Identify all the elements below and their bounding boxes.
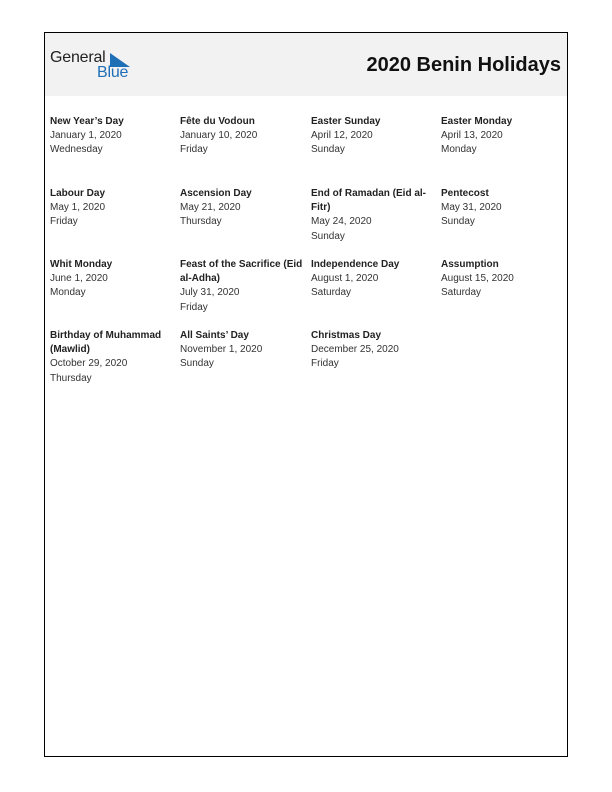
holiday-item bbox=[50, 258, 174, 301]
holiday-weekday: Monday bbox=[441, 144, 477, 156]
holiday-date: May 1, 2020 bbox=[50, 202, 106, 214]
holiday-weekday: Sunday bbox=[311, 230, 345, 242]
holiday-name: Assumption bbox=[441, 259, 499, 270]
holiday-date: July 31, 2020 bbox=[180, 287, 240, 299]
holiday-date: January 10, 2020 bbox=[180, 130, 258, 142]
holiday-weekday: Friday bbox=[180, 144, 208, 156]
holiday-name: Whit Monday bbox=[50, 259, 113, 270]
holiday-name: New Year’s Day bbox=[50, 116, 124, 127]
holiday-date: June 1, 2020 bbox=[50, 273, 108, 285]
brand-word-blue: Blue bbox=[97, 64, 129, 81]
holiday-name: All Saints’ Day bbox=[180, 330, 249, 341]
holiday-date: April 13, 2020 bbox=[441, 130, 503, 142]
holiday-item bbox=[441, 187, 565, 230]
holiday-weekday: Thursday bbox=[50, 372, 92, 384]
holiday-name: Independence Day bbox=[311, 259, 400, 270]
page-title: 2020 Benin Holidays bbox=[366, 54, 561, 76]
holiday-weekday: Friday bbox=[50, 216, 78, 228]
holiday-weekday: Sunday bbox=[441, 216, 475, 228]
holiday-weekday: Friday bbox=[311, 358, 339, 370]
holiday-weekday: Saturday bbox=[311, 287, 352, 299]
holiday-item bbox=[311, 187, 435, 244]
holiday-name: Fête du Vodoun bbox=[180, 116, 255, 127]
holiday-date: November 1, 2020 bbox=[180, 344, 263, 356]
holiday-date: January 1, 2020 bbox=[50, 130, 122, 142]
holiday-name: Feast of the Sacrifice (Eid al-Adha) bbox=[180, 259, 303, 285]
holiday-date: August 1, 2020 bbox=[311, 273, 379, 285]
holiday-name: Easter Sunday bbox=[311, 116, 381, 127]
holiday-date: December 25, 2020 bbox=[311, 344, 399, 356]
holiday-item bbox=[180, 115, 304, 158]
holiday-weekday: Monday bbox=[50, 287, 86, 299]
holiday-name: Pentecost bbox=[441, 188, 489, 199]
holiday-item bbox=[180, 187, 304, 230]
holiday-date: May 21, 2020 bbox=[180, 202, 241, 214]
holiday-item bbox=[441, 115, 565, 158]
holiday-weekday: Wednesday bbox=[50, 144, 103, 156]
holiday-date: April 12, 2020 bbox=[311, 130, 373, 142]
holiday-name: Labour Day bbox=[50, 188, 106, 199]
holiday-name: Birthday of Muhammad (Mawlid) bbox=[50, 330, 162, 356]
brand-word-general: General bbox=[50, 49, 106, 66]
holiday-item bbox=[50, 187, 174, 230]
holiday-item bbox=[311, 258, 435, 301]
holiday-date: October 29, 2020 bbox=[50, 358, 128, 370]
holiday-item bbox=[50, 115, 174, 158]
page-header bbox=[45, 33, 567, 96]
calendar-page bbox=[44, 32, 568, 757]
holiday-item bbox=[311, 329, 435, 372]
brand-logo bbox=[50, 49, 140, 83]
holiday-date: May 31, 2020 bbox=[441, 202, 502, 214]
holiday-name: Easter Monday bbox=[441, 116, 513, 127]
holiday-date: May 24, 2020 bbox=[311, 216, 372, 228]
holiday-item bbox=[180, 258, 304, 315]
holiday-item bbox=[50, 329, 174, 386]
holiday-item bbox=[180, 329, 304, 372]
holiday-weekday: Sunday bbox=[180, 358, 214, 370]
holiday-name: Christmas Day bbox=[311, 330, 382, 341]
holiday-name: Ascension Day bbox=[180, 188, 252, 199]
holiday-date: August 15, 2020 bbox=[441, 273, 514, 285]
holiday-weekday: Friday bbox=[180, 301, 208, 313]
holiday-item bbox=[441, 258, 565, 301]
holiday-weekday: Thursday bbox=[180, 216, 222, 228]
holiday-weekday: Sunday bbox=[311, 144, 345, 156]
holiday-name: End of Ramadan (Eid al-Fitr) bbox=[311, 188, 427, 214]
holiday-weekday: Saturday bbox=[441, 287, 482, 299]
holiday-item bbox=[311, 115, 435, 158]
